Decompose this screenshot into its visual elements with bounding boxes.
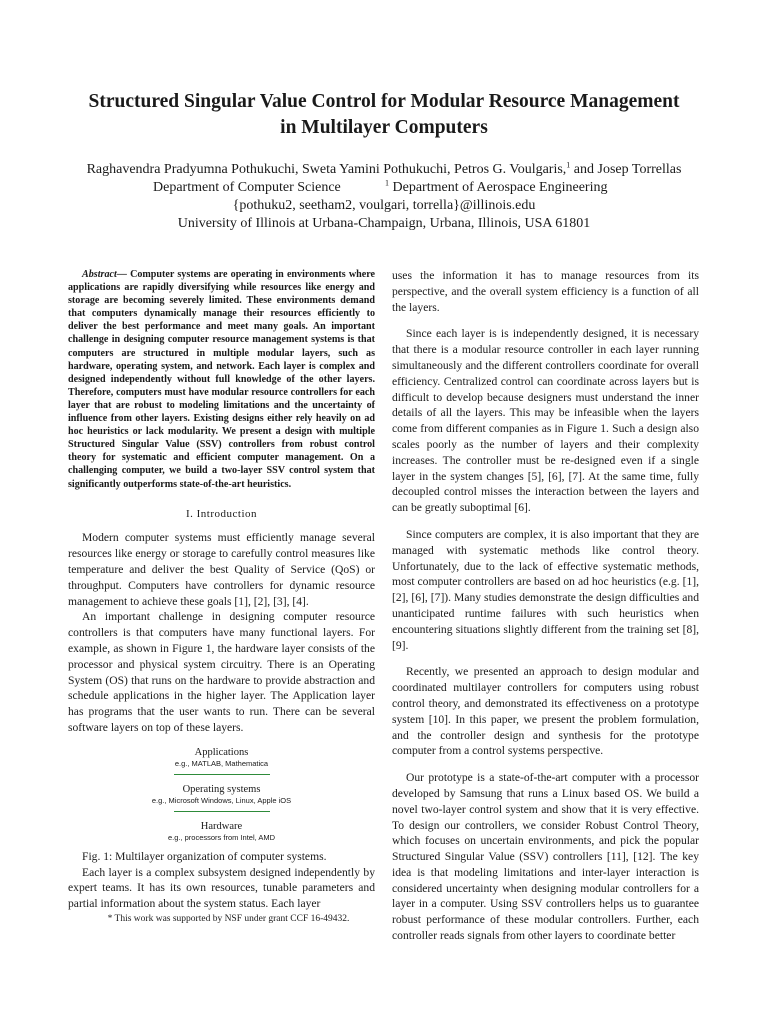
figure-layer-hardware: Hardware — [200, 820, 243, 832]
figure-example-os: e.g., Microsoft Windows, Linux, Apple iOS — [151, 795, 292, 805]
department-cs: Department of Computer Science — [153, 180, 341, 195]
author-affiliation: University of Illinois at Urbana-Champaign, Urbana, Illinois, USA 61801 — [177, 216, 591, 231]
right-paragraph-1: uses the information it has to manage resources from its perspective, and the overall system efficiency is a function of all the layers. — [392, 269, 699, 314]
department-aero: $^1$ Department of Aerospace Engineering — [385, 178, 608, 195]
intro-paragraph-2: An important challenge in designing computer resource controllers is that computers have many functional layers. For example, as shown in Figure 1, the hardware layer consists of the processor and physical system circuitry. There is an Operating System (OS) that runs on the hardware to provide abstraction and schedule applications in the higher layer. The Application layer has programs that the user wants to run. There can be several software layers on top of these layers. — [68, 610, 375, 734]
paper-title — [40, 89, 728, 141]
figure-layer-os: Operating systems — [182, 783, 261, 795]
abstract-label: Abstract — [82, 269, 117, 280]
author-block — [40, 161, 728, 233]
right-paragraph-3: Since computers are complex, it is also important that they are managed with systematic methods like control theory. Unfortunately, due to the lack of effective systematic methods, most computer controllers are based on ad hoc heuristics (e.g. [1], [2], [6], [7]). Many studies demonstrate the design difficulties and unanticipated runtime failures with such heuristics when encountering situations slightly different from the training set [8], [9]. — [392, 527, 699, 652]
right-paragraph-2: Since each layer is is independently designed, it is necessary that there is a modular resource controller in each layer running simultaneously and the different controllers coordinate for overall efficiency. Centralized control can coordinate across layers but is difficult to develop because designers must understand the inner details of all the layers. This may be infeasible when the layers come from different companies as in Figure 1. Such a design also scales poorly as the number of layers and their complexity increases. The controller must be re-designed even if a single layer in the system changes [5], [6], [7]. At the same time, fully decoupled control misses the interaction between the layers and can be greatly suboptimal [6]. — [392, 327, 699, 515]
abstract-text: — Computer systems are operating in environments where applications are rapidly diversifying while resources like energy and storage are becoming severely limited. These environments demand that computers dynamically manage their resources efficiently to deliver the best performance and meet many goals. An important challenge in designing computer resource management systems is that computers are structured in multiple modular layers, such as hardware, operating system, and network. Each layer is complex and designed independently without full knowledge of the other layers. Therefore, computers must have modular resource controllers for each layer that are robust to modeling limitations and the uncertainty of influence from other layers. Existing designs either rely heavily on ad hoc heuristics or lack modularity. We present a design with multiple Structured Singular Value (SSV) controllers from robust control theory for systematic and efficient computer management. On a challenging computer, we build a two-layer SSV control system that significantly outperforms state-of-the-art heuristics. — [68, 269, 375, 490]
figure-divider — [174, 774, 270, 775]
abstract — [68, 268, 375, 491]
title-line-2: in Multilayer Computers — [280, 117, 488, 138]
figure-layer-applications: Applications — [194, 746, 249, 758]
figure-example-applications: e.g., MATLAB, Mathematica — [174, 758, 269, 768]
section-heading-introduction: I. Introduction — [185, 507, 258, 520]
right-paragraph-5: Our prototype is a state-of-the-art computer with a processor developed by Samsung that runs a Linux based OS. We build a novel two-layer control system and show that it is very effective. To design our controllers, we consider Robust Control Theory, which focuses on uncertain environments, and pick the popular Structured Singular Value (SSV) controllers [11], [12]. The key idea is that modeling limitations and inter-layer interaction is considered uncertainty when designing modular controllers for a layer in a computer. Using SSV controllers helps us to guarantee robust performance of these modular controllers. Further, each controller reads signals from other layers to coordinate better — [392, 771, 699, 943]
author-emails: {pothuku2, seetham2, voulgari, torrella}@illinois.edu — [232, 198, 536, 213]
figure-divider — [174, 811, 270, 812]
figure-example-hardware: e.g., processors from Intel, AMD — [167, 832, 276, 842]
right-paragraph-4: Recently, we presented an approach to design modular and coordinated multilayer controllers for computers using robust control theory, and demonstrated its effectiveness on a prototype system [10]. In this paper, we present the problem formulation, and the controller design and synthesis for the prototype computer from a control systems perspective. — [392, 665, 699, 758]
title-line-1: Structured Singular Value Control for Modular Resource Management — [88, 91, 680, 112]
intro-paragraph-1: Modern computer systems must efficiently manage several resources like energy or storage to carefully control measures like temperature and deliver the best Quality of Service (QoS) or throughput. Computers have controllers for dynamic resource management to achieve these goals [1], [2], [3], [4]. — [68, 531, 375, 608]
footnote: * This work was supported by NSF under grant CCF 16-49432. — [107, 913, 350, 924]
right-column — [392, 268, 699, 955]
intro-paragraph-3: Each layer is a complex subsystem designed independently by expert teams. It has its own resources, tunable parameters and partial information about the system status. Each layer — [68, 865, 375, 911]
figure-caption: Fig. 1: Multilayer organization of computer systems. — [82, 849, 327, 863]
department-row — [40, 179, 728, 197]
left-column — [68, 268, 375, 928]
figure-1 — [68, 746, 375, 843]
author-names: Raghavendra Pradyumna Pothukuchi, Sweta Yamini Pothukuchi, Petros G. Voulgaris,$^1$ and Josep Torrellas — [86, 160, 682, 177]
